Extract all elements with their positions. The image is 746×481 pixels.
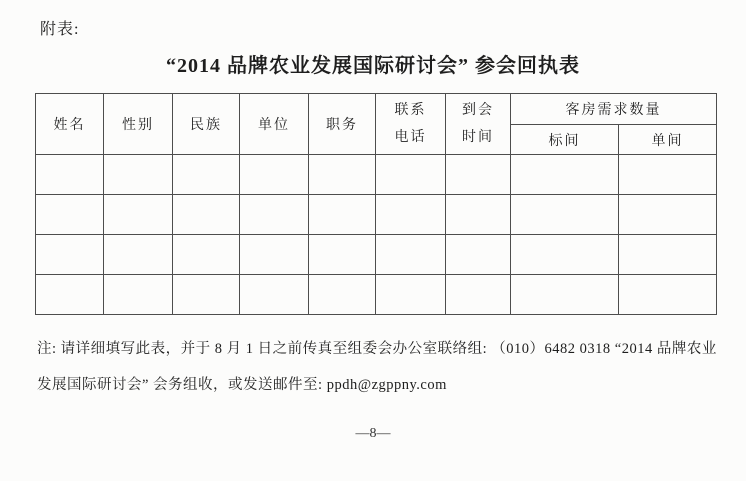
table-cell-empty [309, 275, 376, 315]
table-cell-empty [36, 275, 104, 315]
table-cell-empty [309, 195, 376, 235]
table-cell-empty [309, 155, 376, 195]
col-header-room-standard: 标间 [511, 125, 619, 155]
note-line-2: 发展国际研讨会” 会务组收，或发送邮件至: ppdh@zgppny.com [37, 377, 447, 393]
table-header [36, 94, 717, 155]
table-cell-empty [619, 195, 717, 235]
attachment-label: 附表: [40, 21, 80, 38]
table-cell-empty [104, 275, 173, 315]
table-row [36, 195, 717, 235]
col-header-position: 职务 [309, 94, 376, 155]
arrival-time-line2: 时间 [462, 130, 494, 145]
table-row [36, 275, 717, 315]
table-cell-empty [511, 275, 619, 315]
table-cell-empty [511, 235, 619, 275]
table-cell-empty [619, 275, 717, 315]
table-cell-empty [446, 235, 511, 275]
table-cell-empty [173, 195, 240, 235]
table-cell-empty [446, 195, 511, 235]
table-cell-empty [240, 195, 309, 235]
table-cell-empty [240, 155, 309, 195]
table-cell-empty [240, 275, 309, 315]
reply-form-table [35, 93, 717, 315]
table-cell-empty [104, 195, 173, 235]
table-row [36, 235, 717, 275]
footer-note [37, 331, 727, 403]
page-title: “2014 品牌农业发展国际研讨会” 参会回执表 [166, 55, 580, 77]
table-cell-empty [446, 155, 511, 195]
page-number: —8— [355, 426, 391, 441]
table-cell-empty [36, 195, 104, 235]
note-line-1: 注: 请详细填写此表，并于 8 月 1 日之前传真至组委会办公室联络组: （010）6482 0318 “2014 品牌农业 [37, 341, 717, 357]
col-header-organization: 单位 [240, 94, 309, 155]
col-header-ethnicity: 民族 [173, 94, 240, 155]
table-row [36, 155, 717, 195]
col-header-contact-phone [376, 94, 446, 155]
table-cell-empty [173, 155, 240, 195]
col-header-gender: 性别 [104, 94, 173, 155]
col-header-room-demand-group: 客房需求数量 [511, 94, 717, 125]
table-cell-empty [376, 275, 446, 315]
col-header-room-single: 单间 [619, 125, 717, 155]
table-cell-empty [36, 155, 104, 195]
table-cell-empty [240, 235, 309, 275]
col-header-arrival-time [446, 94, 511, 155]
header-row-top [36, 94, 717, 125]
table-cell-empty [619, 235, 717, 275]
arrival-time-line1: 到会 [462, 103, 494, 118]
table-cell-empty [104, 235, 173, 275]
table-cell-empty [446, 275, 511, 315]
table-cell-empty [619, 155, 717, 195]
table-body [36, 155, 717, 315]
table-cell-empty [173, 275, 240, 315]
table-cell-empty [104, 155, 173, 195]
table-cell-empty [376, 235, 446, 275]
table-cell-empty [309, 235, 376, 275]
table-cell-empty [511, 155, 619, 195]
table-cell-empty [173, 235, 240, 275]
table-cell-empty [511, 195, 619, 235]
table-cell-empty [376, 195, 446, 235]
table-cell-empty [36, 235, 104, 275]
col-header-name: 姓名 [36, 94, 104, 155]
table-cell-empty [376, 155, 446, 195]
contact-phone-line1: 联系 [394, 103, 427, 118]
contact-phone-line2: 电话 [394, 130, 427, 145]
